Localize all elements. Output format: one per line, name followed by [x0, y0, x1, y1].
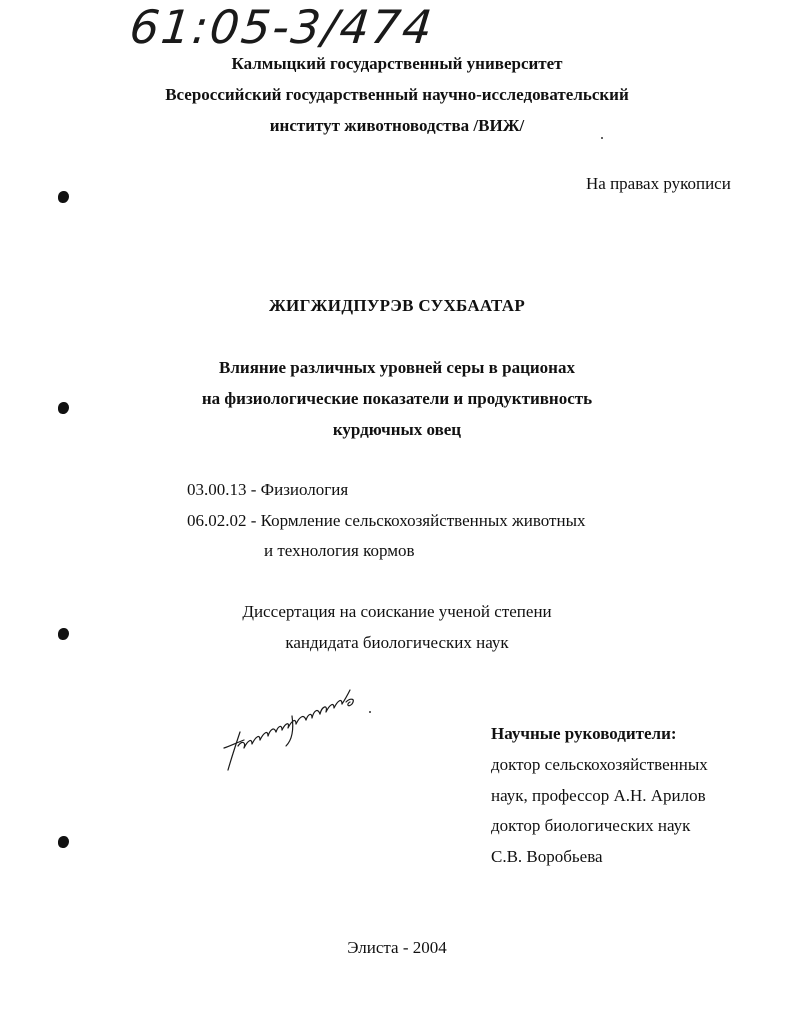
binding-hole-mark — [58, 402, 69, 414]
place-and-year: Элиста - 2004 — [347, 938, 447, 957]
supervisor-line-2: наук, профессор А.Н. Арилов — [491, 786, 706, 805]
specialty-physiology: 03.00.13 - Физиология — [187, 480, 349, 499]
specialty-feeding-line-1: 06.02.02 - Кормление сельскохозяйственных животных — [187, 511, 586, 530]
supervisors-heading: Научные руководители: — [491, 724, 677, 743]
degree-statement-line-1: Диссертация на соискание ученой степени — [242, 602, 552, 621]
handwritten-archive-code: 61:05-3/474 — [127, 0, 437, 54]
binding-hole-mark — [58, 836, 69, 848]
scan-speck — [601, 137, 603, 139]
supervisor-line-3: доктор биологических наук — [491, 816, 691, 835]
institution-line-3: институт животноводства /ВИЖ/ — [269, 116, 525, 135]
supervisor-line-1: доктор сельскохозяйственных — [491, 755, 708, 774]
supervisor-line-4: С.В. Воробьева — [491, 847, 603, 866]
dissertation-title-line-2: на физиологические показатели и продуктивность — [201, 389, 593, 408]
author-signature — [222, 686, 382, 776]
specialty-feeding-line-2: и технология кормов — [264, 541, 415, 560]
binding-hole-mark — [58, 191, 69, 203]
author-name: ЖИГЖИДПУРЭВ СУХБААТАР — [268, 296, 526, 315]
institution-line-2: Всероссийский государственный научно-исследовательский — [165, 85, 629, 104]
dissertation-title-line-3: курдючных овец — [332, 420, 462, 439]
dissertation-title-line-1: Влияние различных уровней серы в рационах — [219, 358, 575, 377]
manuscript-rights-label: На правах рукописи — [586, 174, 731, 193]
degree-statement-line-2: кандидата биологических наук — [285, 633, 509, 652]
institution-line-1: Калмыцкий государственный университет — [231, 54, 563, 73]
scan-speck — [369, 711, 371, 713]
